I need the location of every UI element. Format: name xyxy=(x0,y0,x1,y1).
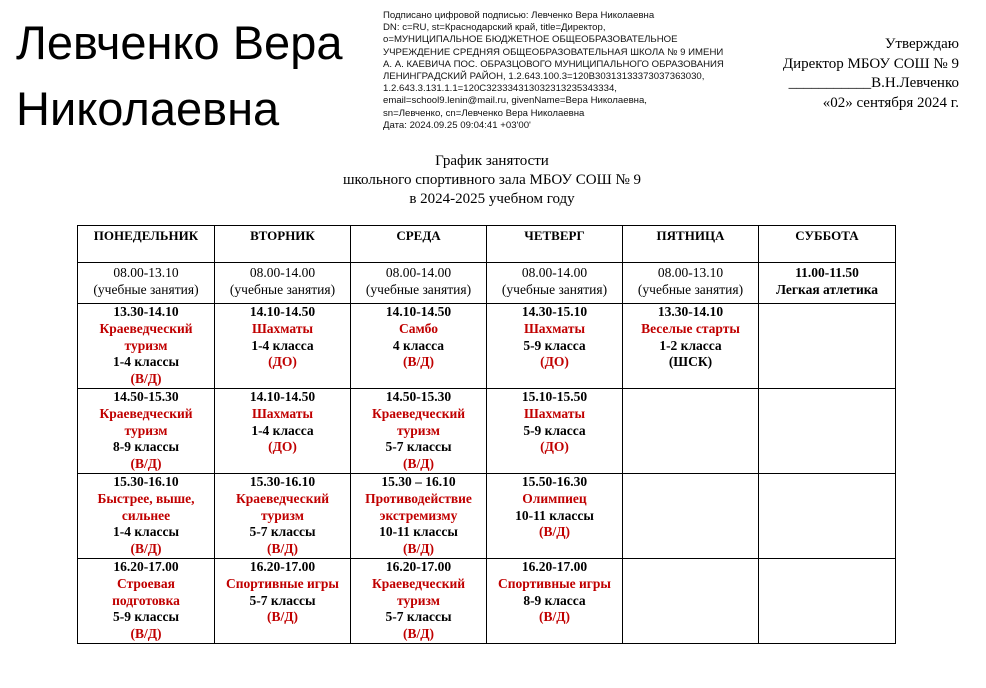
morning-time: 08.00-13.10 xyxy=(657,265,724,280)
session-note: (В/Д) xyxy=(266,541,299,557)
morning-time: 08.00-14.00 xyxy=(521,265,588,280)
session-activity: туризм xyxy=(261,507,304,523)
session-grades: 10-11 классы xyxy=(515,507,594,523)
session-note: (В/Д) xyxy=(402,354,435,370)
schedule-table xyxy=(77,225,896,644)
session-activity: Спортивные игры xyxy=(226,575,339,591)
schedule-cell xyxy=(78,558,215,643)
session-activity: экстремизму xyxy=(379,507,458,523)
session-grades: 1-4 класса xyxy=(251,337,314,353)
session-activity: туризм xyxy=(397,422,440,438)
document-title xyxy=(292,152,692,209)
session-activity: Спортивные игры xyxy=(498,575,611,591)
session-activity: Строевая xyxy=(117,575,175,591)
session-grades: 8-9 класса xyxy=(523,592,586,608)
session-note: (ДО) xyxy=(540,439,569,455)
session-time: 13.30-14.10 xyxy=(113,304,179,319)
session-activity: Противодействие xyxy=(365,490,472,506)
schedule-cell xyxy=(623,304,759,389)
morning-time: 08.00-14.00 xyxy=(249,265,316,280)
title-line: школьного спортивного зала МБОУ СОШ № 9 xyxy=(342,172,642,188)
session-activity: Самбо xyxy=(398,320,439,336)
signature-details xyxy=(383,10,753,132)
session-activity: Олимпиец xyxy=(522,490,587,506)
day-header: СРЕДА xyxy=(351,226,487,263)
morning-cell xyxy=(215,263,351,304)
morning-cell xyxy=(487,263,623,304)
session-note: (ДО) xyxy=(268,439,297,455)
session-time: 15.30-16.10 xyxy=(249,473,316,489)
session-activity: сильнее xyxy=(121,507,171,523)
session-grades: 5-9 класса xyxy=(523,422,586,438)
signature-detail-line: email=school9.lenin@mail.ru, givenName=Вера Николаевна, xyxy=(383,95,647,107)
session-time: 14.10-14.50 xyxy=(249,304,316,319)
session-grades: 5-7 классы xyxy=(249,524,316,540)
header-row xyxy=(78,226,896,263)
schedule-cell xyxy=(487,558,623,643)
signature-detail-line: Подписано цифровой подписью: Левченко Вера Николаевна xyxy=(383,10,655,21)
schedule-cell xyxy=(215,388,351,473)
session-time: 15.10-15.50 xyxy=(521,388,588,404)
session-note: (В/Д) xyxy=(130,371,162,387)
session-grades: 1-4 классы xyxy=(113,354,179,370)
schedule-row xyxy=(78,388,896,473)
schedule-row xyxy=(78,558,896,643)
morning-note: (учебные занятия) xyxy=(637,281,744,297)
schedule-cell xyxy=(78,304,215,389)
schedule-cell xyxy=(351,388,487,473)
session-note: (В/Д) xyxy=(402,541,435,557)
schedule-cell xyxy=(487,388,623,473)
signature-detail-line: Дата: 2024.09.25 09:04:41 +03'00' xyxy=(383,119,531,131)
day-header: ЧЕТВЕРГ xyxy=(487,226,623,263)
schedule-cell xyxy=(487,304,623,389)
session-note: (В/Д) xyxy=(538,524,571,540)
session-activity: Краеведческий xyxy=(99,320,193,336)
session-activity: туризм xyxy=(124,337,168,353)
session-time: 16.20-17.00 xyxy=(521,558,588,574)
morning-time: 11.00-11.50 xyxy=(795,265,859,280)
schedule-cell xyxy=(351,473,487,558)
morning-time: 08.00-13.10 xyxy=(113,265,179,280)
title-line: в 2024-2025 учебном году xyxy=(409,191,575,207)
session-activity: Быстрее, выше, xyxy=(97,490,195,506)
schedule-cell xyxy=(759,388,896,473)
session-activity: туризм xyxy=(397,592,440,608)
signature-detail-line: DN: c=RU, st=Краснодарский край, title=Директор, xyxy=(383,22,606,34)
session-time: 15.50-16.30 xyxy=(521,473,588,489)
session-grades: 8-9 классы xyxy=(113,439,179,455)
schedule-cell xyxy=(215,304,351,389)
day-header: СУББОТА xyxy=(759,226,896,263)
session-time: 13.30-14.10 xyxy=(657,304,724,319)
day-header: ВТОРНИК xyxy=(215,226,351,263)
signature-detail-line: УЧРЕЖДЕНИЕ СРЕДНЯЯ ОБЩЕОБРАЗОВАТЕЛЬНАЯ ШКОЛА № 9 ИМЕНИ xyxy=(383,46,724,58)
session-time: 16.20-17.00 xyxy=(385,558,452,574)
session-time: 15.30 – 16.10 xyxy=(381,473,456,489)
schedule-cell xyxy=(759,473,896,558)
session-activity: Шахматы xyxy=(251,320,313,336)
signature-name xyxy=(16,10,386,142)
signature-name-line: Николаевна xyxy=(16,82,280,135)
signature-name-line: Левченко Вера xyxy=(16,16,343,69)
session-time: 14.50-15.30 xyxy=(113,388,179,404)
session-grades: 5-7 классы xyxy=(385,439,452,455)
session-grades: 1-2 класса xyxy=(659,337,722,353)
session-note: (ДО) xyxy=(268,354,297,370)
morning-cell xyxy=(623,263,759,304)
approval-line: ___________В.Н.Левченко xyxy=(788,75,959,91)
signature-detail-line: А. А. КАЕВИЧА ПОС. ОБРАЗЦОВОГО МУНИЦИПАЛЬНОГО ОБРАЗОВАНИЯ xyxy=(383,58,724,70)
morning-note: (учебные занятия) xyxy=(365,281,472,297)
session-grades: 5-7 классы xyxy=(385,609,452,625)
session-time: 16.20-17.00 xyxy=(249,558,316,574)
approval-line: Директор МБОУ СОШ № 9 xyxy=(782,55,959,72)
session-note: (ДО) xyxy=(540,354,569,370)
session-note: (В/Д) xyxy=(402,626,435,642)
session-time: 14.50-15.30 xyxy=(385,388,452,404)
session-time: 14.10-14.50 xyxy=(249,388,316,404)
morning-note: Легкая атлетика xyxy=(775,281,879,297)
session-note: (В/Д) xyxy=(402,456,435,472)
session-grades: 5-7 классы xyxy=(249,592,316,608)
session-grades: 5-9 класса xyxy=(523,337,586,353)
session-activity: Шахматы xyxy=(523,405,585,421)
signature-detail-line: ЛЕНИНГРАДСКИЙ РАЙОН, 1.2.643.100.3=120B30313133373037363030, xyxy=(383,71,705,83)
session-grades: 4 класса xyxy=(392,337,445,353)
session-activity: Краеведческий xyxy=(371,405,466,421)
schedule-cell xyxy=(351,558,487,643)
session-activity: подготовка xyxy=(112,592,180,608)
session-note: (В/Д) xyxy=(130,541,162,557)
session-time: 14.10-14.50 xyxy=(385,304,452,319)
schedule-cell xyxy=(759,304,896,389)
session-grades: 5-9 классы xyxy=(113,609,179,625)
schedule-cell xyxy=(78,388,215,473)
session-note: (В/Д) xyxy=(538,609,571,625)
schedule-cell xyxy=(623,473,759,558)
approval-line: «02» сентября 2024 г. xyxy=(822,94,959,111)
session-grades: 1-4 класса xyxy=(251,422,314,438)
schedule-cell xyxy=(623,388,759,473)
day-header: ПЯТНИЦА xyxy=(623,226,759,263)
schedule-cell xyxy=(623,558,759,643)
session-time: 14.30-15.10 xyxy=(521,304,588,319)
schedule-cell xyxy=(759,558,896,643)
session-activity: туризм xyxy=(124,422,168,438)
schedule-row xyxy=(78,304,896,389)
approval-block xyxy=(719,35,959,113)
session-grades: 10-11 классы xyxy=(379,524,458,540)
session-time: 16.20-17.00 xyxy=(113,558,179,574)
signature-detail-line: sn=Левченко, cn=Левченко Вера Николаевна xyxy=(383,107,585,119)
signature-detail-line: 1.2.643.3.131.1.1=120C323334313032313235343334, xyxy=(383,83,617,95)
session-activity: Краеведческий xyxy=(371,575,466,591)
session-activity: Краеведческий xyxy=(99,405,193,421)
session-time: 15.30-16.10 xyxy=(113,473,179,489)
session-activity: Краеведческий xyxy=(235,490,330,506)
session-note: (В/Д) xyxy=(266,609,299,625)
session-note: (ШСК) xyxy=(668,354,713,370)
schedule-cell xyxy=(215,558,351,643)
session-activity: Шахматы xyxy=(251,405,313,421)
morning-note: (учебные занятия) xyxy=(501,281,608,297)
signature-detail-line: o=МУНИЦИПАЛЬНОЕ БЮДЖЕТНОЕ ОБЩЕОБРАЗОВАТЕЛЬНОЕ xyxy=(383,34,678,46)
session-note: (В/Д) xyxy=(130,456,162,472)
morning-cell xyxy=(351,263,487,304)
schedule-cell xyxy=(351,304,487,389)
schedule-row xyxy=(78,473,896,558)
schedule-cell xyxy=(487,473,623,558)
day-header: ПОНЕДЕЛЬНИК xyxy=(78,226,215,263)
schedule-cell xyxy=(78,473,215,558)
title-line: График занятости xyxy=(435,153,549,169)
approval-line: Утверждаю xyxy=(884,36,959,52)
session-note: (В/Д) xyxy=(130,626,162,642)
morning-cell xyxy=(78,263,215,304)
session-grades: 1-4 классы xyxy=(113,524,179,540)
morning-row xyxy=(78,263,896,304)
session-activity: Шахматы xyxy=(523,320,585,336)
morning-note: (учебные занятия) xyxy=(93,281,199,297)
morning-time: 08.00-14.00 xyxy=(385,265,452,280)
morning-cell xyxy=(759,263,896,304)
morning-note: (учебные занятия) xyxy=(229,281,336,297)
schedule-cell xyxy=(215,473,351,558)
session-activity: Веселые старты xyxy=(641,320,740,336)
